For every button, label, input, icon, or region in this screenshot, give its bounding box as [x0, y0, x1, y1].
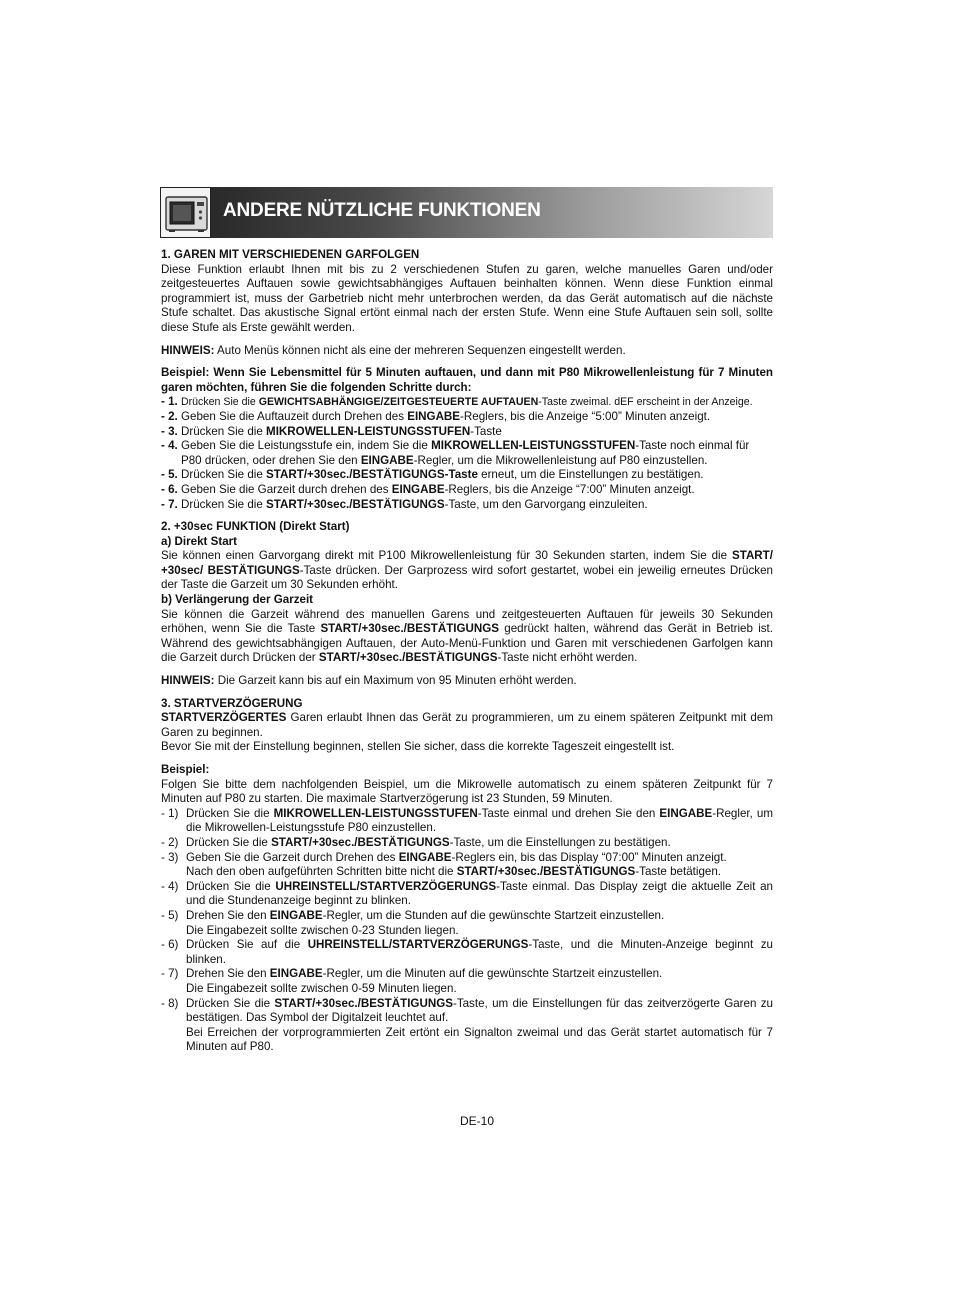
step-item [161, 483, 773, 498]
text-run: gedrückt halten, während das Gerät in Betrieb ist. Während des gewichtsabhängigen Auftauen, der Auto-Menü-Funktion und Garen mit verschiedenen Garfolgen kann die Garzeit durch Drücken der [161, 622, 774, 665]
step-number: - 8) [161, 996, 179, 1010]
step-item [161, 997, 773, 1055]
text-run: Drücken Sie die [180, 497, 267, 511]
step-line [186, 807, 773, 836]
text-run: -Taste zweimal. dEF erscheint in der Anzeige. [538, 396, 753, 409]
text-run: Drücken Sie auf die [186, 938, 308, 952]
step-number: - 3. [161, 424, 181, 438]
text-run: Geben Sie die Leistungsstufe ein, indem Sie die [180, 439, 432, 453]
step-item [161, 498, 773, 513]
bold-run: MIKROWELLEN-LEISTUNGSSTUFEN [431, 439, 636, 453]
text-run: -Regler, um die Mikrowellenleistung auf P80 einzustellen. [413, 453, 708, 467]
text-run: Geben Sie die Auftauzeit durch Drehen des [180, 409, 408, 423]
step-text [186, 967, 773, 996]
step-number: - 5) [161, 908, 179, 922]
bold-run: EINGABE [398, 850, 452, 864]
step-number: - 4) [161, 879, 179, 893]
text-run: -Regler, um die Mikrowellen-Leistungsstufe P80 einzustellen. [186, 806, 773, 835]
step-text [186, 807, 773, 836]
text-run: -Reglers ein, bis das Display “07:00” Minuten anzeigt. [451, 850, 727, 864]
step-line [186, 865, 773, 880]
bold-run: START/+30sec./BESTÄTIGUNGS [271, 835, 450, 849]
section3-intro2: Bevor Sie mit der Einstellung beginnen, stellen Sie sicher, dass die korrekte Tageszeit eingestellt ist. [161, 740, 675, 754]
text-run: erneut, um die Einstellungen zu bestätigen. [477, 468, 704, 482]
step-text [186, 909, 773, 938]
text-run: -Taste, und die Minuten-Anzeige beginnt zu blinken. [186, 938, 774, 966]
text-run: Drehen Sie den [186, 908, 270, 922]
bold-run: EINGABE [269, 908, 323, 922]
note-text: Auto Menüs können nicht als eine der mehreren Sequenzen eingestellt werden. [214, 343, 626, 357]
step-text [186, 938, 773, 967]
step-text [181, 439, 773, 468]
step-number: - 7) [161, 967, 179, 981]
text-run: -Regler, um die Stunden auf die gewünschte Startzeit einzustellen. [322, 908, 665, 922]
bold-run: MIKROWELLEN-LEISTUNGSSTUFEN [273, 806, 478, 820]
page-title: ANDERE NÜTZLICHE FUNKTIONEN [223, 200, 541, 221]
text-run: -Taste, um die Einstellungen zu bestätigen. [449, 835, 671, 849]
note-label: HINWEIS: [161, 343, 215, 357]
text-run: Die Eingabezeit sollte zwischen 0-23 Stunden liegen. [186, 923, 459, 937]
text-run: -Taste nicht erhöht werden. [497, 651, 638, 665]
step-item [161, 395, 773, 410]
section3-example-text: Folgen Sie bitte dem nachfolgenden Beispiel, um die Mikrowelle automatisch zu einem späteren Zeitpunkt für 7 Minuten auf P80 zu starten. Die maximale Startverzögerung ist 23 Stunden, 59 Minuten. [161, 777, 773, 806]
section1-steps [161, 395, 773, 512]
text-run: -Taste drücken. Der Garprozess wird sofort gestartet, wobei ein jeweilig erneutes Drücken der Taste die Garzeit um 30 Sekunden erhöht. [161, 563, 773, 592]
step-line [186, 924, 773, 939]
section2-body-b [161, 608, 773, 666]
text-run: -Taste betätigen. [635, 865, 722, 879]
step-text [186, 997, 773, 1055]
text-run: Drücken Sie die [186, 806, 274, 820]
step-item [161, 938, 773, 967]
section3-example-label: Beispiel: [161, 763, 210, 776]
step-number: - 1. [161, 395, 181, 409]
bold-run: START/+30sec./BESTÄTIGUNGS-Taste [266, 468, 478, 482]
step-item [161, 425, 773, 440]
step-number: - 1) [161, 806, 179, 820]
text-run: Nach den oben aufgeführten Schritten bitte nicht die [186, 865, 457, 879]
step-text [181, 468, 773, 483]
step-number: - 4. [161, 439, 181, 453]
bold-run: GEWICHTSABHÄNGIGE/ZEITGESTEUERTE AUFTAUEN [258, 396, 539, 409]
text-run: -Taste noch einmal für P80 drücken, oder drehen Sie den [180, 439, 750, 467]
step-item [161, 807, 773, 836]
text-run: -Taste einmal und drehen Sie den [477, 806, 660, 820]
bold-run: START/+30sec./BESTÄTIGUNGS [318, 651, 498, 665]
text-run: Geben Sie die Garzeit durch drehen des [180, 482, 392, 496]
bold-run: EINGABE [269, 967, 323, 981]
step-line [186, 880, 773, 909]
text-run: Drücken Sie die [186, 996, 275, 1010]
step-line [186, 967, 773, 982]
note-text: Die Garzeit kann bis auf ein Maximum von 95 Minuten erhöht werden. [214, 674, 577, 688]
text-run: Sie können einen Garvorgang direkt mit P100 Mikrowellenleistung für 30 Sekunden starten, indem Sie die [161, 549, 732, 563]
text-run: -Regler, um die Minuten auf die gewünschte Startzeit einzustellen. [322, 967, 663, 981]
text-run: -Taste, um die Einstellungen für das zeitverzögerte Garen zu bestätigen. Das Symbol der Digitalzeit leuchtet auf. [186, 996, 774, 1025]
bold-run: EINGABE [659, 806, 713, 820]
text-run: Drücken Sie die [186, 879, 276, 893]
text-run: Sie können die Garzeit während des manuellen Garens und zeitgesteuerten Auftauen für jeweils 30 Sekunden erhöhen, wenn Sie die Taste [161, 607, 773, 636]
step-number: - 2) [161, 835, 179, 849]
section1-note [161, 344, 773, 359]
step-line [186, 982, 773, 997]
text-run: -Taste, um den Garvorgang einzuleiten. [444, 497, 648, 511]
step-item [161, 439, 773, 468]
bold-run: UHREINSTELL/STARTVERZÖGERUNGS [275, 879, 497, 893]
text-run: -Reglers, bis die Anzeige “7:00” Minuten anzeigt. [444, 482, 695, 496]
text-run: Garen erlaubt Ihnen das Gerät zu programmieren, um zu einem späteren Zeitpunkt mit dem Garen zu beginnen. [161, 711, 773, 739]
note-label: HINWEIS: [161, 674, 215, 688]
text-run: Drehen Sie den [186, 967, 270, 981]
step-item [161, 880, 773, 909]
section2-body-a [161, 549, 773, 593]
microwave-icon [160, 187, 211, 238]
section2-sub-a: a) Direkt Start [161, 534, 238, 548]
text-run: Geben Sie die Garzeit durch Drehen des [186, 850, 399, 864]
step-text [186, 880, 773, 909]
page-number: DE-10 [459, 1114, 494, 1128]
bold-run: MIKROWELLEN-LEISTUNGSSTUFEN [266, 424, 471, 438]
content [161, 248, 773, 1055]
step-text [181, 410, 773, 425]
bold-run: STARTVERZÖGERTES [161, 711, 287, 725]
step-item [161, 468, 773, 483]
text-run: Drücken Sie die [180, 396, 259, 409]
step-line [186, 851, 773, 866]
text-run: Drücken Sie die [180, 468, 267, 482]
step-number: - 2. [161, 409, 181, 423]
section1-example-heading: Beispiel: Wenn Sie Lebensmittel für 5 Minuten auftauen, und dann mit P80 Mikrowellenleistung für 7 Minuten garen möchten, führen Sie die folgenden Schritte durch: [161, 366, 773, 394]
step-line [186, 997, 773, 1026]
step-text [186, 851, 773, 880]
section2-sub-b: b) Verlängerung der Garzeit [161, 593, 314, 607]
section1-body: Diese Funktion erlaubt Ihnen mit bis zu 2 verschiedenen Stufen zu garen, welche manuelles Garen und/oder zeitgesteuertes Auftauen sowie gewichtsabhängiges Auftauen beinhalten können. Wenn diese Funktion einmal programmiert ist, muss der Garbetrieb nicht mehr unterbrochen werden, da das Gerät automatisch auf die nächste Stufe schaltet. Das akustische Signal ertönt einmal nach der ersten Stufe. Wenn eine Stufe Auftauen sein soll, sollte diese Stufe als Erste gewählt werden. [161, 262, 773, 334]
step-item [161, 836, 773, 851]
section3-steps [161, 807, 773, 1055]
bold-run: START/+30sec./BESTÄTIGUNGS [456, 865, 636, 879]
step-item [161, 410, 773, 425]
step-text [181, 483, 773, 498]
text-run: -Taste einmal. Das Display zeigt die aktuelle Zeit an und die Stundenanzeige beginnt zu blinken. [186, 879, 773, 908]
bold-run: START/+30sec./BESTÄTIGUNGS [274, 996, 453, 1010]
bold-run: EINGABE [360, 453, 414, 467]
step-number: - 3) [161, 850, 179, 864]
step-number: - 5. [161, 468, 181, 482]
step-line [186, 938, 773, 967]
step-item [161, 851, 773, 880]
step-number: - 6. [161, 482, 181, 496]
bold-run: EINGABE [391, 482, 445, 496]
step-line [186, 836, 773, 851]
step-item [161, 967, 773, 996]
section3-heading: 3. STARTVERZÖGERUNG [161, 696, 303, 710]
section2-note [161, 674, 773, 689]
text-run: Die Eingabezeit sollte zwischen 0-59 Minuten liegen. [186, 981, 457, 995]
bold-run: UHREINSTELL/STARTVERZÖGERUNGS [307, 938, 529, 952]
text-run: -Taste [470, 424, 502, 438]
step-line [186, 1026, 773, 1055]
step-item [161, 909, 773, 938]
bold-run: START/+30sec./BESTÄTIGUNGS [266, 497, 445, 511]
text-run: -Reglers, bis die Anzeige “5:00” Minuten anzeigt. [460, 409, 711, 423]
bold-run: START/+30sec./BESTÄTIGUNGS [320, 622, 500, 636]
step-text [181, 498, 773, 513]
section3-intro [161, 711, 773, 740]
step-line [186, 909, 773, 924]
bold-run: EINGABE [407, 409, 461, 423]
step-text [181, 425, 773, 440]
step-number: - 6) [161, 938, 179, 952]
section1-heading: 1. GAREN MIT VERSCHIEDENEN GARFOLGEN [161, 248, 420, 261]
text-run: Drücken Sie die [180, 424, 267, 438]
step-text [181, 395, 773, 410]
step-number: - 7. [161, 497, 181, 511]
section-header-banner [160, 187, 773, 238]
section2-heading: 2. +30sec FUNKTION (Direkt Start) [161, 520, 350, 534]
text-run: Drücken Sie die [186, 835, 272, 849]
step-text [186, 836, 773, 851]
text-run: Bei Erreichen der vorprogrammierten Zeit ertönt ein Signalton zweimal und das Gerät startet automatisch für 7 Minuten auf P80. [186, 1025, 773, 1054]
bold-run: START/ +30sec/ BESTÄTIGUNGS [161, 549, 773, 577]
